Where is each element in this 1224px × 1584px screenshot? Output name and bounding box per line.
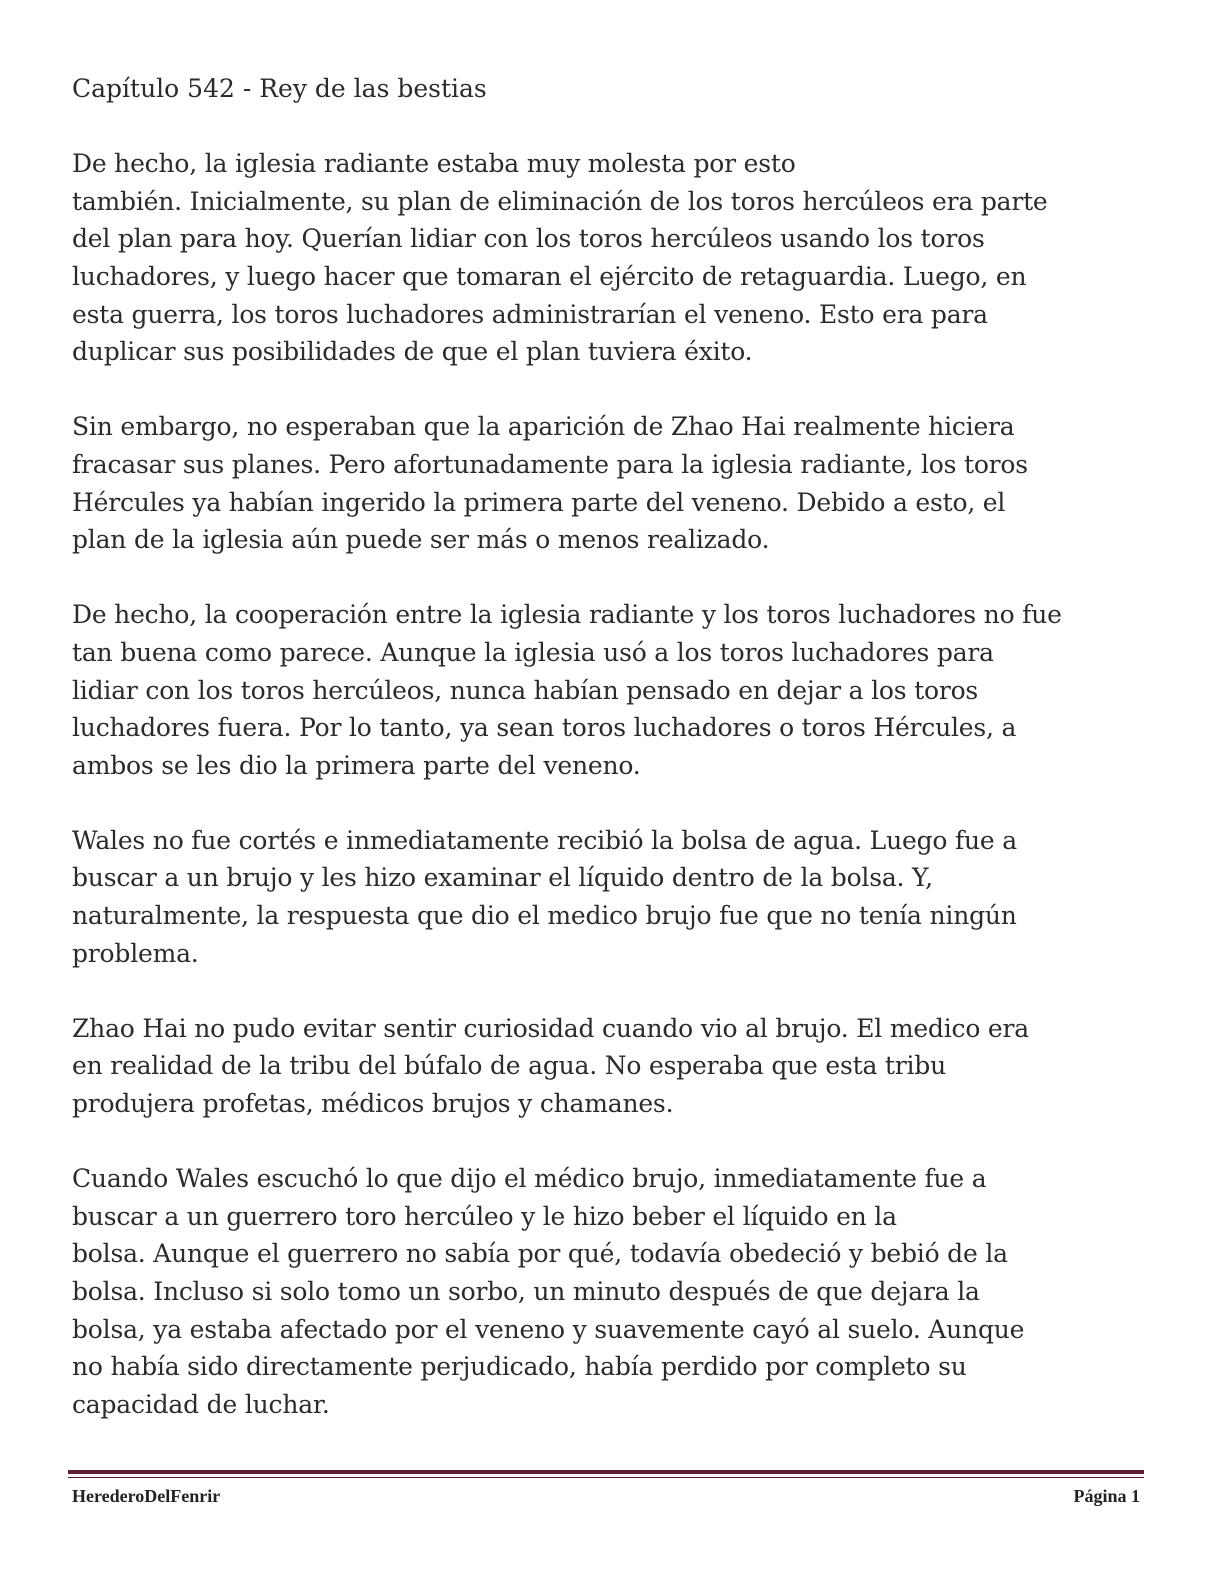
paragraph-line: plan de la iglesia aún puede ser más o menos realizado. [72,525,770,555]
paragraph-line: Hércules ya habían ingerido la primera parte del veneno. Debido a esto, el [72,487,1006,517]
footer-author: HerederoDelFenrir [72,1486,221,1506]
paragraph-line: del plan para hoy. Querían lidiar con los toros hercúleos usando los toros [72,224,985,254]
paragraph-line: Zhao Hai no pudo evitar sentir curiosidad cuando vio al brujo. El medico era [72,1013,1029,1043]
paragraph-line: buscar a un brujo y les hizo examinar el líquido dentro de la bolsa. Y, [72,863,933,893]
paragraph-line: esta guerra, los toros luchadores administrarían el veneno. Esto era para [72,299,988,329]
paragraph-line: duplicar sus posibilidades de que el plan tuviera éxito. [72,337,753,367]
footer-divider [68,1470,1144,1474]
paragraph-line: bolsa. Aunque el guerrero no sabía por qué, todavía obedeció y bebió de la [72,1239,1008,1269]
chapter-title: Capítulo 542 - Rey de las bestias [72,74,487,103]
footer-divider-thin [68,1477,1144,1478]
paragraph-line: naturalmente, la respuesta que dio el medico brujo fue que no tenía ningún [72,901,1017,931]
paragraph-line: De hecho, la iglesia radiante estaba muy molesta por esto [72,149,796,179]
paragraph-line: luchadores fuera. Por lo tanto, ya sean toros luchadores o toros Hércules, a [72,713,1017,743]
paragraph-line: Cuando Wales escuchó lo que dijo el médico brujo, inmediatamente fue a [72,1164,987,1194]
paragraph-line: no había sido directamente perjudicado, había perdido por completo su [72,1352,967,1382]
paragraph [72,1160,1152,1423]
document-body [72,70,1152,1461]
paragraph-line: problema. [72,938,199,968]
paragraph-line: lidiar con los toros hercúleos, nunca habían pensado en dejar a los toros [72,675,979,705]
paragraph-line: también. Inicialmente, su plan de eliminación de los toros hercúleos era parte [72,186,1048,216]
paragraphs-container [72,145,1152,1423]
paragraph [72,1010,1152,1123]
paragraph-line: De hecho, la cooperación entre la iglesia radiante y los toros luchadores no fue [72,600,1062,630]
paragraph [72,408,1152,558]
paragraph-line: bolsa. Incluso si solo tomo un sorbo, un minuto después de que dejara la [72,1277,980,1306]
paragraph [72,596,1152,784]
paragraph-line: bolsa, ya estaba afectado por el veneno y suavemente cayó al suelo. Aunque [72,1314,1025,1344]
paragraph-line: ambos se les dio la primera parte del veneno. [72,750,641,780]
paragraph [72,822,1152,972]
paragraph-line: luchadores, y luego hacer que tomaran el ejército de retaguardia. Luego, en [72,261,1027,291]
paragraph-line: produjera profetas, médicos brujos y chamanes. [72,1089,674,1119]
paragraph-line: Wales no fue cortés e inmediatamente recibió la bolsa de agua. Luego fue a [72,825,1017,855]
paragraph-line: fracasar sus planes. Pero afortunadamente para la iglesia radiante, los toros [72,449,1028,479]
paragraph-line: en realidad de la tribu del búfalo de agua. No esperaba que esta tribu [72,1051,947,1081]
paragraph-line: capacidad de luchar. [72,1389,330,1419]
footer-page-number: Página 1 [1073,1486,1140,1506]
paragraph [72,145,1152,371]
paragraph-line: buscar a un guerrero toro hercúleo y le hizo beber el líquido en la [72,1201,897,1231]
paragraph-line: Sin embargo, no esperaban que la aparición de Zhao Hai realmente hiciera [72,412,1015,442]
paragraph-line: tan buena como parece. Aunque la iglesia usó a los toros luchadores para [72,637,994,667]
